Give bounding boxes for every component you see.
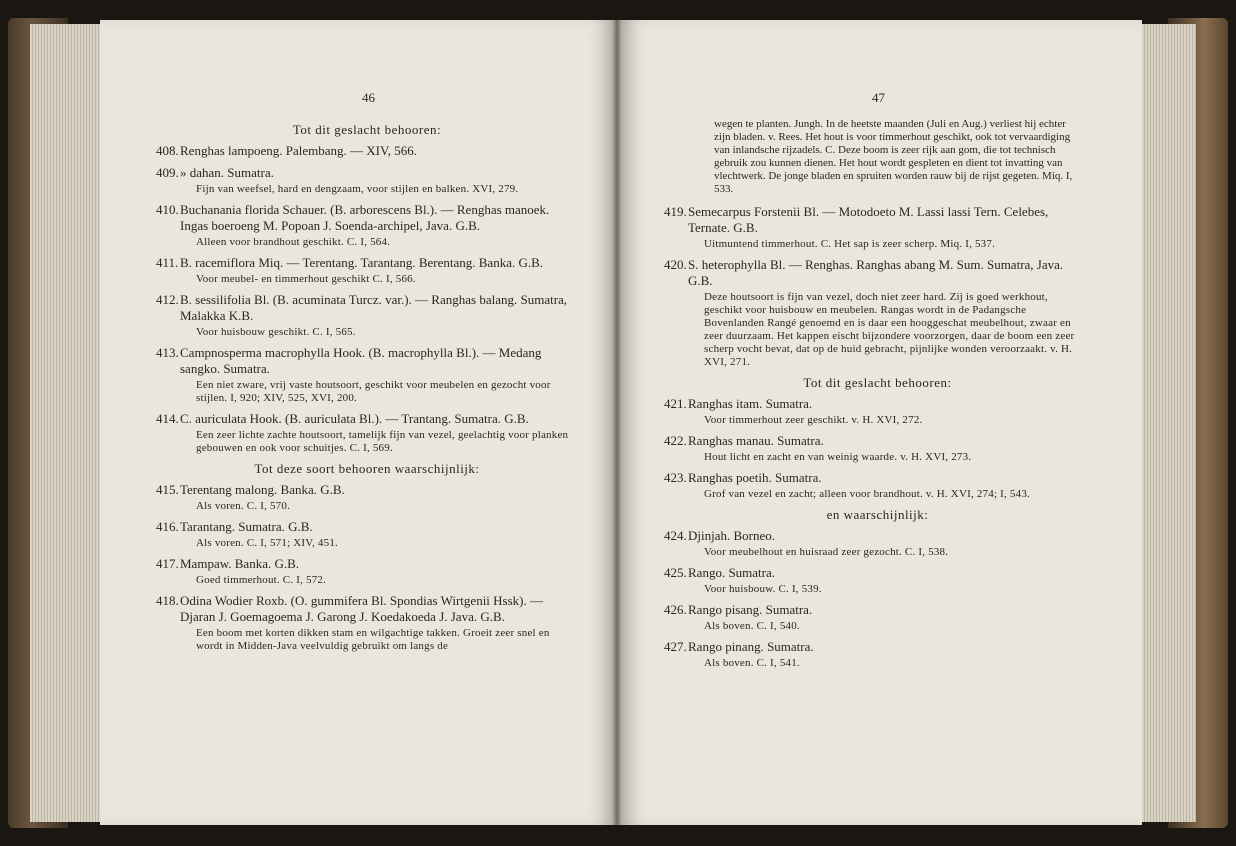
entry-number: 416. — [156, 519, 179, 534]
entry-number: 409. — [156, 165, 179, 180]
list-entry — [156, 202, 572, 249]
list-entry — [156, 143, 572, 159]
entry-heading: Campnosperma macrophylla Hook. (B. macrophylla Bl.). — Medang sangko. Sumatra. — [180, 345, 542, 376]
continued-paragraph: wegen te planten. Jungh. In de heetste maanden (Juli en Aug.) verliest hij echter zijn bladen. v. Rees. Het hout is voor timmerhout geschikt, ook tot vervaardiging van inlandsche rijzadels. C. Deze boom is zeer rijk aan gom, die tot technisch gebruik zou kunnen dienen. Het hout wordt gespleten en dient tot invatting van vlechtwerk. De jonge bladen en spruiten worden rauw bij de rijst gegeten. Miq. I, 533. — [714, 118, 1073, 195]
subheading: en waarschijnlijk: — [826, 507, 929, 522]
entry-number: 424. — [664, 528, 687, 543]
page-number-left: 46 — [362, 90, 375, 105]
list-entry — [664, 639, 1085, 670]
list-entry — [664, 470, 1085, 501]
right-page-edges — [1136, 24, 1196, 822]
subheading: Tot dit geslacht behooren: — [292, 122, 442, 137]
entry-note: Alleen voor brandhout geschikt. C. I, 564. — [196, 236, 391, 248]
entry-heading: Rango pisang. Sumatra. — [688, 602, 813, 617]
entry-heading: S. heterophylla Bl. — Renghas. Ranghas abang M. Sum. Sumatra, Java. G.B. — [688, 257, 1064, 288]
entry-number: 414. — [156, 411, 179, 426]
entry-note: Een boom met korten dikken stam en wilgachtige takken. Groeit zeer snel en wordt in Midden-Java veelvuldig gebruikt om langs de — [196, 627, 550, 652]
entry-number: 417. — [156, 556, 179, 571]
entry-number: 413. — [156, 345, 179, 360]
entry-number: 427. — [664, 639, 687, 654]
entry-note: Voor meubel- en timmerhout geschikt C. I, 566. — [196, 273, 416, 285]
entry-number: 422. — [664, 433, 687, 448]
entry-heading: » dahan. Sumatra. — [180, 165, 274, 180]
list-entry — [156, 519, 572, 550]
list-entry — [156, 411, 572, 455]
entry-number: 408. — [156, 143, 179, 158]
entry-heading: C. auriculata Hook. (B. auriculata Bl.). — Trantang. Sumatra. G.B. — [180, 411, 529, 426]
subheading: Tot deze soort behooren waarschijnlijk: — [254, 461, 480, 476]
list-entry — [156, 345, 572, 405]
entry-heading: Rango. Sumatra. — [688, 565, 776, 580]
entry-number: 425. — [664, 565, 687, 580]
entry-number: 411. — [156, 255, 179, 270]
list-entry — [156, 593, 572, 653]
entry-note: Voor huisbouw geschikt. C. I, 565. — [196, 326, 356, 338]
list-entry — [664, 528, 1085, 559]
right-page-text — [664, 118, 1085, 676]
entry-note: Een zeer lichte zachte houtsoort, tamelijk fijn van vezel, geelachtig voor planken gebouwen en ook voor schuitjes. C. I, 569. — [196, 429, 569, 454]
entry-heading: Djinjah. Borneo. — [688, 528, 776, 543]
list-entry — [664, 396, 1085, 427]
list-entry — [664, 204, 1085, 251]
entry-heading: B. racemiflora Miq. — Terentang. Tarantang. Berentang. Banka. G.B. — [180, 255, 544, 270]
entry-heading: Semecarpus Forstenii Bl. — Motodoeto M. Lassi lassi Tern. Celebes, Ternate. G.B. — [688, 204, 1049, 235]
list-entry — [156, 165, 572, 196]
left-page-text — [156, 116, 572, 659]
entry-note: Als boven. C. I, 541. — [704, 657, 800, 669]
list-entry — [156, 482, 572, 513]
entry-number: 421. — [664, 396, 687, 411]
entry-note: Een niet zware, vrij vaste houtsoort, geschikt voor meubelen en gezocht voor stijlen. I, 920; XIV, 525, XVI, 200. — [196, 379, 551, 404]
entry-note: Uitmuntend timmerhout. C. Het sap is zeer scherp. Miq. I, 537. — [704, 238, 996, 250]
entry-heading: Terentang malong. Banka. G.B. — [180, 482, 345, 497]
list-entry — [664, 602, 1085, 633]
entry-note: Voor timmerhout zeer geschikt. v. H. XVI, 272. — [704, 414, 923, 426]
entry-number: 418. — [156, 593, 179, 608]
entry-note: Fijn van weefsel, hard en dengzaam, voor stijlen en balken. XVI, 279. — [196, 183, 519, 195]
list-entry — [156, 255, 572, 286]
entry-number: 426. — [664, 602, 687, 617]
list-entry — [664, 257, 1085, 369]
entry-note: Voor meubelhout en huisraad zeer gezocht. C. I, 538. — [704, 546, 949, 558]
entry-heading: Mampaw. Banka. G.B. — [180, 556, 300, 571]
entry-heading: Buchanania florida Schauer. (B. arborescens Bl.). — Renghas manoek. Ingas boeroeng M. Popoan J. Soenda-archipel, Java. G.B. — [180, 202, 550, 233]
entry-number: 415. — [156, 482, 179, 497]
entry-heading: Renghas lampoeng. Palembang. — XIV, 566. — [180, 143, 417, 158]
entry-heading: Ranghas manau. Sumatra. — [688, 433, 824, 448]
entry-heading: Ranghas poetih. Sumatra. — [688, 470, 822, 485]
entry-note: Voor huisbouw. C. I, 539. — [704, 583, 822, 595]
subheading: Tot dit geslacht behooren: — [803, 375, 952, 390]
entry-heading: Tarantang. Sumatra. G.B. — [180, 519, 313, 534]
left-page-edges — [30, 24, 110, 822]
entry-heading: Rango pinang. Sumatra. — [688, 639, 814, 654]
entry-note: Goed timmerhout. C. I, 572. — [196, 574, 327, 586]
entry-note: Als boven. C. I, 540. — [704, 620, 800, 632]
book-gutter — [612, 20, 622, 825]
entry-note: Als voren. C. I, 570. — [196, 500, 291, 512]
entry-number: 412. — [156, 292, 179, 307]
entry-heading: Ranghas itam. Sumatra. — [688, 396, 813, 411]
entry-number: 410. — [156, 202, 179, 217]
entry-note: Hout licht en zacht en van weinig waarde. v. H. XVI, 273. — [704, 451, 972, 463]
page-number-right: 47 — [872, 90, 885, 105]
list-entry — [156, 292, 572, 339]
entry-heading: B. sessilifolia Bl. (B. acuminata Turcz. var.). — Ranghas balang. Sumatra, Malakka K.B. — [180, 292, 568, 323]
entry-number: 419. — [664, 204, 687, 219]
entry-note: Deze houtsoort is fijn van vezel, doch niet zeer hard. Zij is goed werkhout, geschikt voor huisbouw en meubelen. Rangas wordt in de Padangsche Bovenlanden Rangé genoemd en is daar een hooggeschat meubelhout, zwaar en zeer duurzaam. Het kappen eischt bijzondere voorzorgen, daar de boom een zeer scherp vocht bevat, dat op de huid gebracht, pijnlijke wonden veroorzaakt. v. H. XVI, 271. — [704, 291, 1075, 368]
entry-number: 423. — [664, 470, 687, 485]
entry-heading: Odina Wodier Roxb. (O. gummifera Bl. Spondias Wirtgenii Hssk). — Djaran J. Goemagoema J. Garong J. Koedakoeda J. Java. G.B. — [180, 593, 543, 624]
entry-number: 420. — [664, 257, 687, 272]
list-entry — [664, 433, 1085, 464]
list-entry — [664, 565, 1085, 596]
entry-note: Grof van vezel en zacht; alleen voor brandhout. v. H. XVI, 274; I, 543. — [704, 488, 1030, 500]
entry-note: Als voren. C. I, 571; XIV, 451. — [196, 537, 338, 549]
list-entry — [156, 556, 572, 587]
